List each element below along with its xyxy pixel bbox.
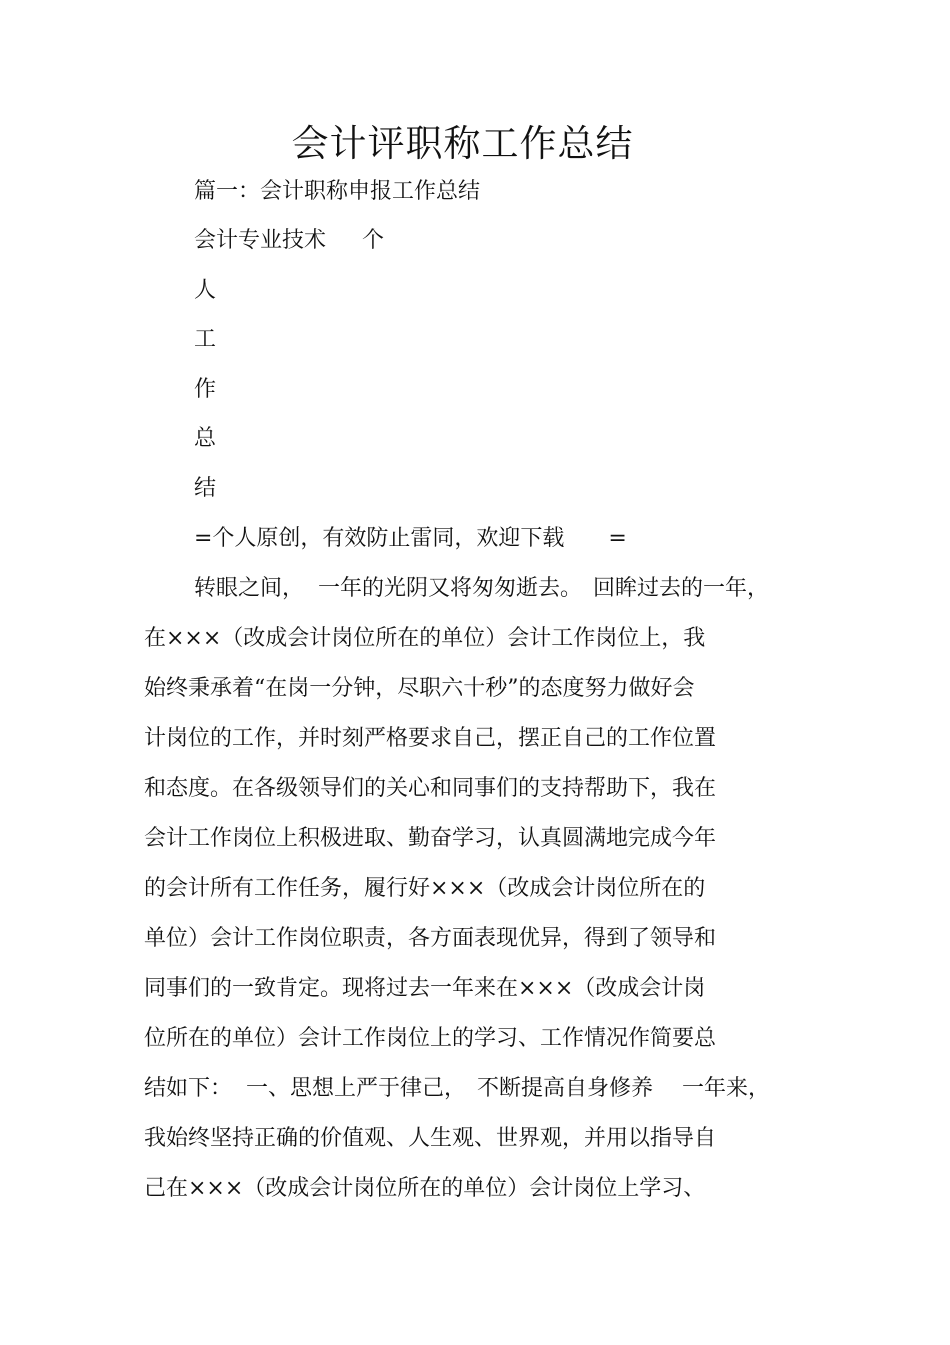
paragraph-line: 位所在的单位）会计工作岗位上的学习、工作情况作简要总 [144, 1026, 717, 1051]
paragraph-line: 结如下： 一、思想上严于律己， 不断提高自身修养 一年来， [144, 1076, 770, 1101]
text-line: 人 [194, 278, 217, 303]
text-line: 工 [194, 327, 217, 352]
paragraph-line: 单位）会计工作岗位职责，各方面表现优异，得到了领导和 [144, 926, 717, 951]
paragraph-line: 计岗位的工作，并时刻严格要求自己，摆正自己的工作位置 [144, 726, 717, 751]
paragraph-line: 在×××（改成会计岗位所在的单位）会计工作岗位上，我 [144, 626, 706, 651]
document-title: 会计评职称工作总结 [291, 122, 634, 165]
paragraph-line: 同事们的一致肯定。现将过去一年来在×××（改成会计岗 [144, 976, 706, 1001]
paragraph-line: 的会计所有工作任务，履行好×××（改成会计岗位所在的 [144, 876, 706, 901]
text-line: 会计专业技术 个 [194, 228, 384, 253]
paragraph-line: 己在×××（改成会计岗位所在的单位）会计岗位上学习、 [144, 1176, 706, 1201]
text-line: 总 [194, 426, 217, 451]
text-line: 结 [194, 476, 217, 501]
text-line: =个人原创，有效防止雷同，欢迎下载 = [194, 526, 627, 551]
paragraph-line: 转眼之间， 一年的光阴又将匆匆逝去。 回眸过去的一年， [194, 576, 769, 601]
paragraph-line: 始终秉承着“在岗一分钟，尽职六十秒”的态度努力做好会 [144, 676, 695, 701]
paragraph-line: 会计工作岗位上积极进取、勤奋学习，认真圆满地完成今年 [144, 826, 717, 851]
subtitle-line: 篇一：会计职称申报工作总结 [194, 179, 481, 204]
text-line: 作 [194, 377, 217, 402]
paragraph-line: 我始终坚持正确的价值观、人生观、世界观，并用以指导自 [144, 1126, 717, 1151]
paragraph-line: 和态度。在各级领导们的关心和同事们的支持帮助下，我在 [144, 776, 717, 801]
